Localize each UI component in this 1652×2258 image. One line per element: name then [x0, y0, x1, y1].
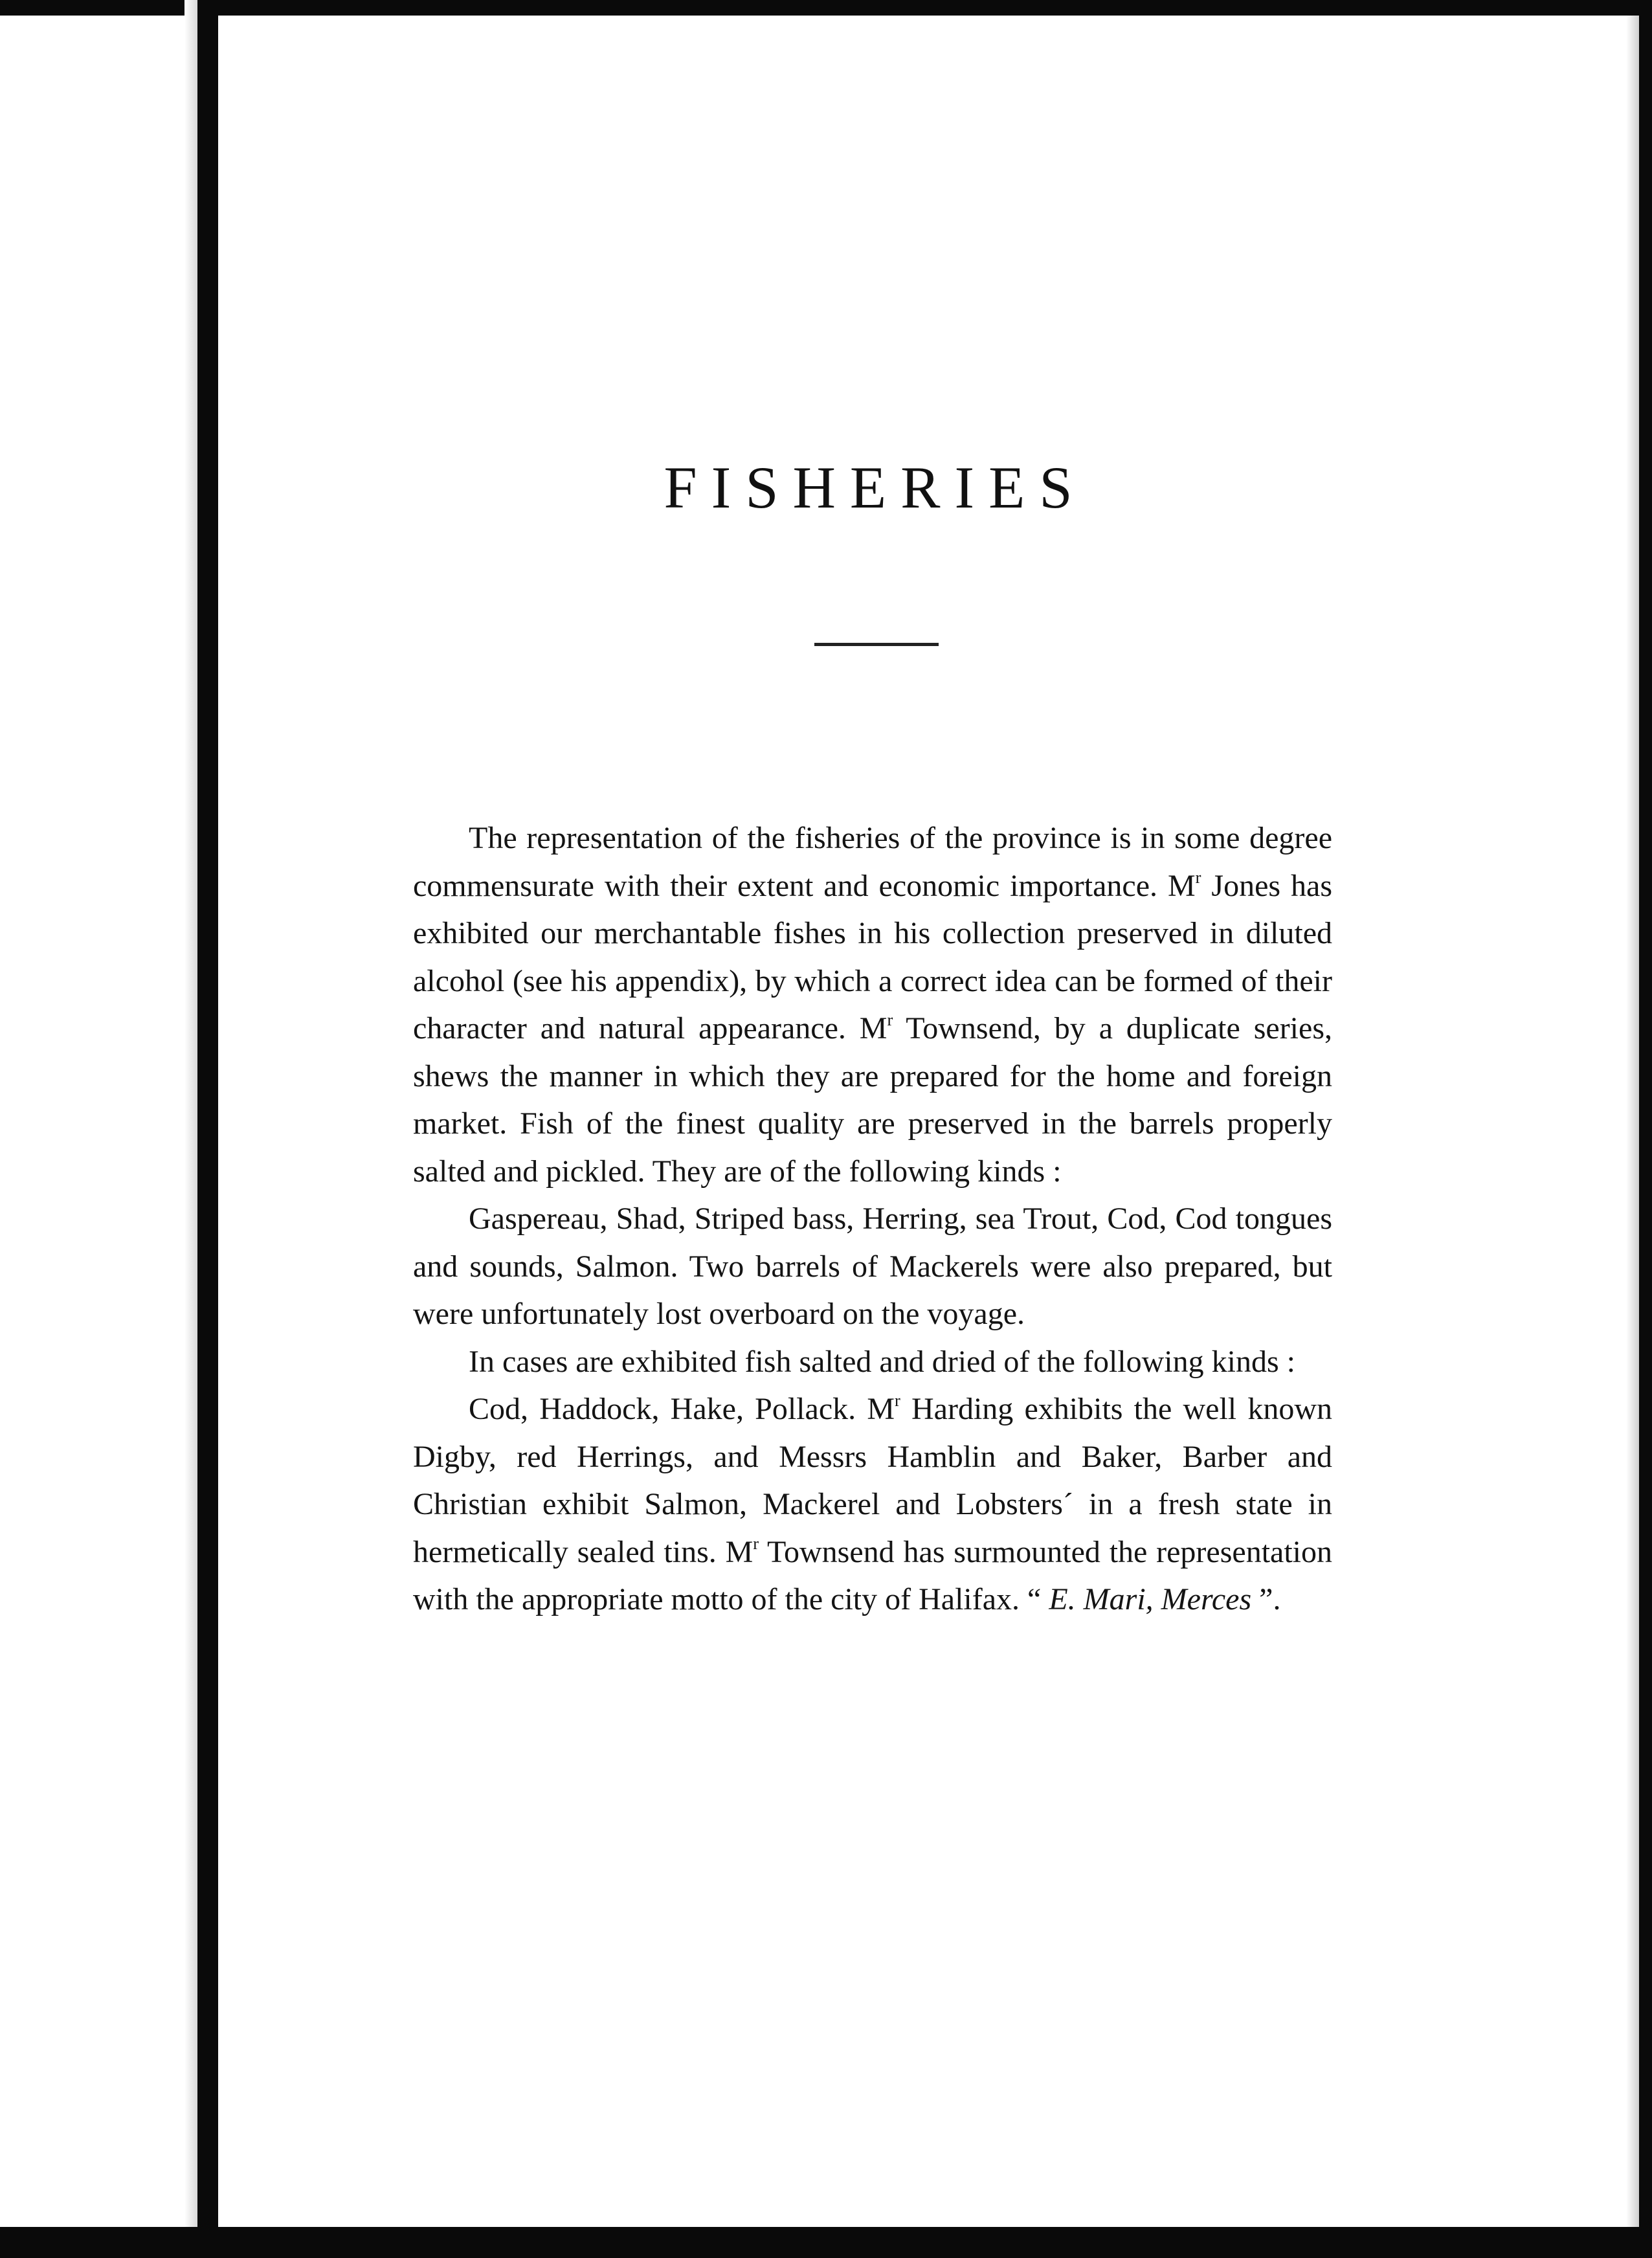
p1-mr-sup-1: r: [1195, 867, 1201, 887]
page-edge-shadow: [1626, 16, 1639, 2227]
paragraph-2: Gaspereau, Shad, Striped bass, Herring, sea Trout, Cod, Cod tongues and sounds, Salmon. Two barrels of Mackerels were also prepared, but were unfortunately lost overboard on the voyage.: [413, 1202, 1332, 1331]
p4-mr-sup-2: r: [753, 1533, 759, 1553]
scan-top-edge: [0, 0, 1652, 16]
p4-mr-sup-1: r: [895, 1391, 900, 1411]
p1-text-c: Townsend, by a duplicate series, shews the manner in which they are prepared for the home and foreign market. Fish of the finest quality are preserved in the barrels properly salted and pickled. They are of the following kinds :: [413, 1011, 1333, 1189]
scan-right-edge: [1639, 0, 1652, 2258]
p4-closing: ”.: [1251, 1582, 1281, 1616]
paragraph-3: In cases are exhibited fish salted and dried of the following kinds :: [469, 1344, 1295, 1379]
paragraph-4: [413, 1385, 1332, 1624]
page-title: FISHERIES: [664, 454, 1087, 520]
p4-text-c: Townsend has surmounted the representation with the appropriate motto of the city of Halifax. “: [413, 1534, 1333, 1616]
facing-page-margin: [0, 16, 184, 2227]
halifax-motto: E. Mari, Merces: [1049, 1582, 1252, 1616]
scan-bottom-edge: [0, 2227, 1652, 2258]
p4-text-a: Cod, Haddock, Hake, Pollack. M: [469, 1392, 895, 1426]
book-spine: [197, 0, 218, 2258]
article-body: [413, 814, 1332, 1624]
gutter-shadow: [184, 0, 197, 2258]
title-rule: [814, 643, 939, 646]
p1-mr-sup-2: r: [887, 1010, 893, 1030]
p1-text-a: The representation of the fisheries of the province is in some degree commensurate with their extent and economic importance. M: [413, 821, 1332, 903]
p1-text-b: Jones has exhibited our merchantable fishes in his collection preserved in diluted alcohol (see his appendix), by which a correct idea can be formed of their character and natural appearance. M: [413, 868, 1332, 1045]
p4-text-b: Harding exhibits the well known Digby, red Herrings, and Messrs Hamblin and Baker, Barber and Christian exhibit Salmon, Mackerel and Lobsters´ in a fresh state in hermetically sealed tins. M: [413, 1392, 1332, 1569]
paragraph-1: [413, 814, 1332, 1195]
